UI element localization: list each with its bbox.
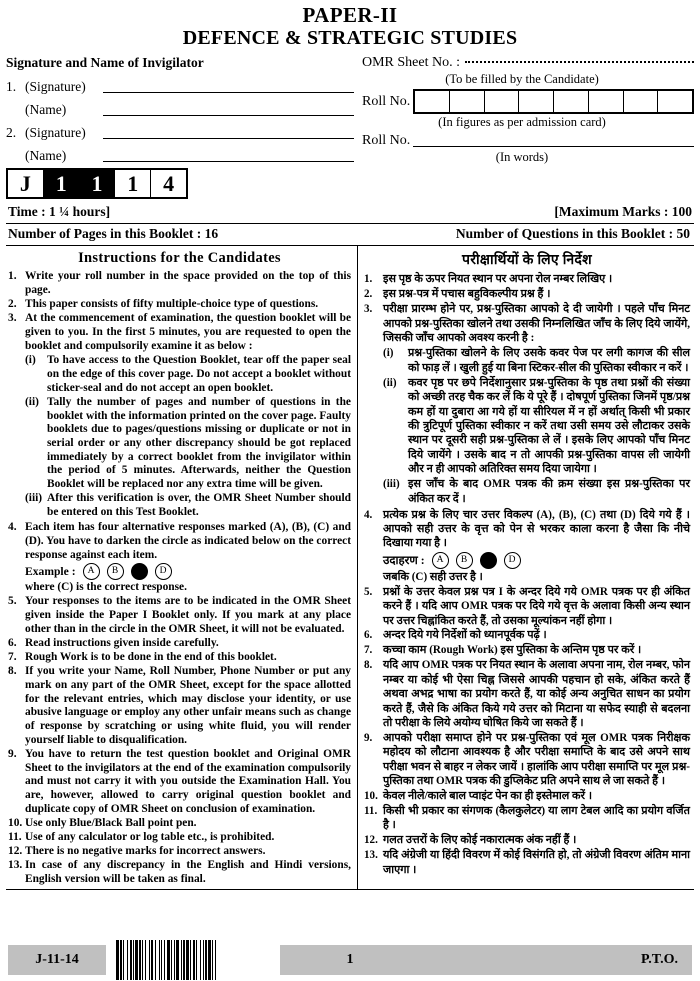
instruction-item	[8, 651, 351, 665]
roll-number-cell-1[interactable]	[450, 91, 485, 112]
invigilator-2-number: 2.	[6, 125, 17, 141]
instruction-subitem	[383, 477, 690, 506]
invigilator-2-signature-row	[6, 118, 358, 141]
booklet-code-cell-3: 1	[115, 170, 151, 197]
instruction-text: प्रत्येक प्रश्न के लिए चार उत्तर विकल्प (A), (B), (C) तथा (D) दिये गये हैं । आपको सही उत्तर के वृत्त को पेन से भरकर काला करना है जैसा कि नीचे दिखाया गया है । उदाहरण : A B D जबकि (C) सही उत्तर है ।	[383, 508, 690, 583]
instructions-english-list	[8, 270, 351, 887]
instruction-number: 10.	[8, 816, 23, 829]
instruction-item	[8, 521, 351, 595]
instruction-item	[8, 270, 351, 297]
instruction-text: This paper consists of fifty multiple-choice type of questions.	[25, 298, 319, 311]
instruction-text: यदि अंग्रेजी या हिंदी विवरण में कोई विसंगति हो, तो अंग्रेजी विवरण अंतिम माना जाएगा ।	[383, 849, 690, 876]
instruction-text: कच्चा काम (Rough Work) इस पुस्तिका के अन्तिम पृष्ठ पर करें ।	[383, 644, 642, 657]
instruction-text: If you write your Name, Roll Number, Phone Number or put any mark on any part of the OMR Sheet, except for the space allotted for the relevant entries, which may disclose your identity, or use abusive language or employ any other unfair means such as change of response by scratching or using white fluid, you will render yourself liable to disqualification.	[25, 665, 351, 746]
instruction-text: केवल नीले/काले बाल प्वाइंट पेन का ही इस्तेमाल करें ।	[383, 790, 593, 803]
instruction-number: 5.	[8, 595, 17, 608]
maximum-marks: [Maximum Marks : 100	[554, 204, 692, 220]
instruction-item	[364, 643, 690, 657]
booklet-code-cell-0: J	[8, 170, 44, 197]
answer-bubble-c[interactable]	[131, 563, 148, 580]
invigilator-1-signature-row	[6, 72, 358, 95]
instruction-text: आपको परीक्षा समाप्त होने पर प्रश्न-पुस्तिका एवं मूल OMR पत्रक निरीक्षक महोदय को लौटाना आवश्यक है और परीक्षा समाप्ति के बाद उसे अपने साथ परीक्षा भवन से बाहर न लेकर जायें । हालांकि आप परीक्षा समाप्ति पर मूल प्रश्न-पुस्तिका तथा OMR पत्रक की डुप्लिकेट प्रति अपने साथ ले जा सकते हैं ।	[383, 731, 690, 788]
instruction-number: 2.	[364, 288, 373, 301]
instruction-number: 9.	[364, 731, 373, 744]
instruction-subitem-text: प्रश्न-पुस्तिका खोलने के लिए उसके कवर पेज पर लगी कागज की सील को फाड़ लें । खुली हुई या बिना स्टिकर-सील की पुस्तिका स्वीकार न करें ।	[408, 347, 690, 374]
instruction-subitem	[25, 492, 351, 519]
roll-number-cell-3[interactable]	[519, 91, 554, 112]
answer-bubble-b[interactable]: B	[107, 563, 124, 580]
instructions-english-heading: Instructions for the Candidates	[78, 250, 281, 267]
instruction-text: परीक्षा प्रारम्भ होने पर, प्रश्न-पुस्तिका आपको दे दी जायेगी । पहले पाँच मिनट आपको प्रश्न-पुस्तिका खोलने तथा उसकी निम्नलिखित जाँच के लिए दिये जायेंगे, जिसकी जाँच आपको अवश्य करनी है : (i) प्रश्न-पुस्तिका खोलने के लिए उसके कवर पेज पर लगी कागज की सील को फाड़ लें । खुली हुई या बिना स्टिकर-सील की पुस्तिका स्वीकार न करें । (ii) कवर पृष्ठ पर छपे निर्देशानुसार प्रश्न-पुस्तिका के पृष्ठ तथा प्रश्नों की संख्या को अच्छी तरह चैक कर लें कि ये पूरे हैं । दोषपूर्ण पुस्तिका जिनमें पृष्ठ/प्रश्न कम हों या दुबारा आ गये हों या सीरियल में न हों अर्थात् किसी भी प्रकार की त्रुटिपूर्ण पुस्तिका स्वीकार न करें तथा उसी समय उसे लौटाकर उसके स्थान पर दूसरी सही प्रश्न-पुस्तिका ले लें । इसके लिए आपको पाँच मिनट दिये जायेंगे । उसके बाद न तो आपकी प्रश्न-पुस्तिका वापस ली जायेगी और न ही आपको अतिरिक्त समय दिया जायेगा । (iii) इस जाँच के बाद OMR पत्रक की क्रम संख्या इस प्रश्न-पुस्तिका पर अंकित कर दें ।	[383, 303, 690, 505]
roll-figures-note: (In figures as per admission card)	[438, 115, 606, 130]
instruction-subitem-text: इस जाँच के बाद OMR पत्रक की क्रम संख्या इस प्रश्न-पुस्तिका पर अंकित कर दें ।	[408, 478, 690, 505]
instruction-number: 2.	[8, 298, 17, 311]
instruction-item	[8, 817, 351, 831]
invigilator-1-number: 1.	[6, 79, 17, 95]
instruction-number: 9.	[8, 747, 17, 760]
instruction-number: 4.	[364, 508, 373, 521]
number-of-questions: Number of Questions in this Booklet : 50	[455, 226, 690, 242]
instruction-item	[364, 833, 690, 847]
booklet-code-box	[6, 168, 188, 199]
answer-bubble-a[interactable]: A	[83, 563, 100, 580]
roll-number-label: Roll No.	[362, 93, 411, 109]
instruction-text: Write your roll number in the space provided on the top of this page.	[25, 270, 351, 296]
booklet-code-cell-1: 1	[44, 170, 80, 197]
invigilator-2-signature-label: (Signature)	[25, 125, 86, 141]
instruction-text: गलत उत्तरों के लिए कोई नकारात्मक अंक नहीं हैं ।	[383, 834, 577, 847]
instruction-subitem-number: (ii)	[383, 376, 397, 389]
booklet-code-cell-4: 4	[163, 170, 175, 196]
roll-words-input[interactable]	[413, 132, 694, 147]
instruction-text: किसी भी प्रकार का संगणक (कैलकुलेटर) या लाग टेबल आदि का प्रयोग वर्जित है ।	[383, 805, 690, 832]
instruction-subitem	[383, 376, 690, 477]
instruction-subitem	[25, 354, 351, 395]
answer-example-row	[383, 552, 690, 569]
footer-right-band	[280, 945, 692, 975]
instruction-item	[364, 508, 690, 585]
answer-bubble-c[interactable]	[480, 552, 497, 569]
answer-bubble-a[interactable]: A	[432, 552, 449, 569]
instruction-text: At the commencement of examination, the question booklet will be given to you. In the first 5 minutes, you are requested to open the booklet and compulsorily examine it as below : (i) To have access to the Question Booklet, tear off the paper seal on the edge of this cover page. Do not accept a booklet without sticker-seal and do not accept an open booklet. (ii) Tally the number of pages and number of questions in the booklet with the information printed on the cover page. Faulty booklets due to pages/questions missing or duplicate or not in serial order or any other discrepancy should be got replaced immediately by a correct booklet from the invigilator within the period of 5 minutes. Afterwards, neither the Question Booklet will be replaced nor any extra time will be given. (iii) After this verification is over, the OMR Sheet Number should be entered on this Test Booklet.	[25, 312, 351, 518]
roll-number-grid[interactable]	[413, 89, 694, 114]
instructions-hindi-column	[358, 246, 694, 889]
instruction-text: इस पृष्ठ के ऊपर नियत स्थान पर अपना रोल नम्बर लिखिए ।	[383, 273, 613, 286]
instruction-number: 13.	[8, 859, 23, 872]
roll-number-cell-6[interactable]	[624, 91, 659, 112]
instruction-number: 11.	[364, 805, 378, 818]
answer-bubble-d[interactable]: D	[504, 552, 521, 569]
exam-meta-bar	[6, 204, 694, 220]
roll-number-row	[362, 89, 694, 114]
instruction-number: 3.	[8, 312, 17, 325]
invigilator-1-name-label: (Name)	[25, 102, 67, 118]
instruction-item	[364, 658, 690, 730]
instruction-number: 8.	[364, 659, 373, 672]
instruction-subitem	[25, 396, 351, 492]
roll-number-cell-5[interactable]	[589, 91, 624, 112]
instruction-number: 7.	[8, 651, 17, 664]
instruction-item	[364, 585, 690, 628]
instruction-number: 11.	[8, 831, 22, 844]
answer-example-label: Example :	[25, 564, 76, 578]
subject-title: DEFENCE & STRATEGIC STUDIES	[182, 26, 518, 49]
instruction-item	[8, 595, 351, 636]
answer-example-note: where (C) is the correct response.	[25, 581, 187, 594]
instruction-number: 12.	[8, 845, 23, 858]
page-title-block	[6, 4, 694, 49]
instructions-hindi-heading: परीक्षार्थियों के लिए निर्देश	[462, 253, 592, 269]
instruction-item	[364, 804, 690, 833]
instruction-item	[364, 848, 690, 877]
roll-words-row	[362, 132, 694, 149]
instruction-item	[8, 845, 351, 859]
paper-title: PAPER-II	[302, 3, 398, 27]
instruction-item	[364, 628, 690, 642]
instruction-item	[364, 731, 690, 789]
invigilator-2-name-label: (Name)	[25, 148, 67, 164]
instruction-number: 3.	[364, 303, 373, 316]
instruction-subitem-list	[25, 354, 351, 519]
instruction-subitem-text: After this verification is over, the OMR Sheet Number should be entered on this Test Booklet.	[47, 492, 351, 518]
page-footer	[0, 939, 700, 981]
omr-sheet-input[interactable]	[465, 60, 694, 63]
instruction-subitem-text: To have access to the Question Booklet, tear off the paper seal on the edge of this cover page. Do not accept a booklet without sticker-seal and do not accept an open booklet.	[47, 354, 351, 394]
instruction-subitem-list	[383, 346, 690, 506]
roll-number-cell-2[interactable]	[485, 91, 520, 112]
roll-words-note: (In words)	[495, 150, 549, 165]
instruction-subitem-number: (ii)	[25, 395, 39, 408]
instruction-item	[8, 859, 351, 886]
instruction-text: प्रश्नों के उत्तर केवल प्रश्न पत्र I के अन्दर दिये गये OMR पत्रक पर ही अंकित करने हैं । यदि आप OMR पत्रक पर दिये गये वृत्त के अलावा किसी अन्य स्थान पर उत्तर चिह्नांकित करते हैं, तो उसका मूल्यांकन नहीं होगा ।	[383, 585, 690, 627]
invigilator-1-name-row	[6, 95, 358, 118]
booklet-code-cell-2: 1	[80, 170, 116, 197]
instruction-text: Use only Blue/Black Ball point pen.	[25, 816, 197, 829]
invigilator-heading: Signature and Name of Invigilator	[6, 55, 204, 71]
instruction-number: 7.	[364, 644, 373, 657]
instruction-text: यदि आप OMR पत्रक पर नियत स्थान के अलावा अपना नाम, रोल नम्बर, फोन नम्बर या कोई भी ऐसा चिह्न जिससे आपकी पहचान हो सके, अंकित करते हैं अथवा अभद्र भाषा का प्रयोग करते हैं, या कोई अन्य अनुचित साधन का प्रयोग करते हैं, जैसे कि अंकित किये गये उत्तर को मिटाना या सफेद स्याही से बदलना तो परीक्षा के लिये अयोग्य घोषित किये जा सकते हैं ।	[383, 659, 690, 729]
instruction-item	[8, 665, 351, 747]
number-of-pages: Number of Pages in this Booklet : 16	[8, 226, 219, 242]
barcode	[116, 940, 270, 980]
booklet-code-footer: J-11-14	[8, 945, 106, 975]
invigilator-1-signature-field[interactable]	[103, 79, 354, 93]
barcode-bar	[216, 940, 219, 980]
instruction-text: Use of any calculator or log table etc., is prohibited.	[25, 831, 275, 844]
instruction-number: 4.	[8, 521, 17, 534]
instruction-text: Read instructions given inside carefully.	[25, 636, 219, 649]
instruction-number: 13.	[364, 849, 378, 862]
answer-example-label: उदाहरण :	[383, 553, 425, 567]
instruction-text: इस प्रश्न-पत्र में पचास बहुविकल्पीय प्रश्न हैं ।	[383, 288, 551, 301]
page-number: 1	[346, 952, 354, 967]
instruction-subitem-text: कवर पृष्ठ पर छपे निर्देशानुसार प्रश्न-पुस्तिका के पृष्ठ तथा प्रश्नों की संख्या को अच्छी तरह चैक कर लें कि ये पूरे हैं । दोषपूर्ण पुस्तिका जिनमें पृष्ठ/प्रश्न कम हों या दुबारा आ गये हों या सीरियल में न हों अर्थात् किसी भी प्रकार की त्रुटिपूर्ण पुस्तिका स्वीकार न करें तथा उसी समय उसे लौटाकर उसके स्थान पर दूसरी सही प्रश्न-पुस्तिका ले लें । इसके लिए आपको पाँच मिनट दिये जायेंगे । उसके बाद न तो आपकी प्रश्न-पुस्तिका वापस ली जायेगी और न ही आपको अतिरिक्त समय दिया जायेगा ।	[408, 376, 690, 476]
instruction-subitem-text: Tally the number of pages and number of questions in the booklet with the information printed on the cover page. Faulty booklets due to pages/questions missing or duplicate or not in serial order or any other discrepancy should be got replaced immediately by a correct booklet from the invigilator within the period of 5 minutes. Afterwards, neither the Question Booklet will be replaced nor any extra time will be given.	[47, 395, 351, 491]
instruction-text: There is no negative marks for incorrect answers.	[25, 845, 266, 858]
booklet-counts-row	[6, 224, 694, 245]
instruction-item	[8, 298, 351, 312]
roll-number-cell-0[interactable]	[415, 91, 450, 112]
instruction-number: 6.	[364, 629, 373, 642]
instruction-item	[364, 302, 690, 507]
instruction-subitem-number: (iii)	[383, 478, 400, 491]
invigilator-1-name-field[interactable]	[103, 102, 354, 116]
instruction-item	[364, 789, 690, 803]
pto-label: P.T.O.	[641, 952, 678, 967]
instruction-subitem-number: (i)	[383, 347, 394, 360]
instruction-item	[364, 272, 690, 286]
candidate-block	[358, 55, 694, 199]
invigilator-2-signature-field[interactable]	[103, 125, 354, 139]
instruction-number: 5.	[364, 585, 373, 598]
instruction-item	[8, 637, 351, 651]
answer-example-note: जबकि (C) सही उत्तर है ।	[383, 570, 483, 583]
identity-section	[6, 55, 694, 199]
instruction-number: 6.	[8, 636, 17, 649]
instructions-hindi-list	[364, 272, 690, 877]
omr-sheet-row	[362, 55, 694, 71]
roll-number-cell-7[interactable]	[658, 91, 692, 112]
omr-sheet-label: OMR Sheet No. :	[362, 55, 460, 71]
instruction-text: You have to return the test question booklet and Original OMR Sheet to the invigilators at the end of the examination compulsorily and must not carry it with you outside the Examination Hall. You are, however, allowed to carry original question booklet and duplicate copy of OMR Sheet on conclusion of examination.	[25, 747, 351, 815]
answer-bubble-d[interactable]: D	[155, 563, 172, 580]
roll-number-cell-4[interactable]	[554, 91, 589, 112]
time-allowed: Time : 1 ¼ hours]	[8, 204, 111, 220]
instructions-english-column	[6, 246, 358, 889]
instruction-number: 12.	[364, 834, 378, 847]
invigilator-block	[6, 55, 358, 199]
instruction-subitem-number: (iii)	[25, 492, 43, 505]
instruction-text: अन्दर दिये गये निर्देशों को ध्यानपूर्वक पढ़ें ।	[383, 629, 547, 642]
instruction-subitem-number: (i)	[25, 354, 36, 367]
instruction-item	[8, 748, 351, 816]
invigilator-2-name-field[interactable]	[103, 148, 354, 162]
invigilator-1-signature-label: (Signature)	[25, 79, 86, 95]
roll-words-label: Roll No.	[362, 133, 411, 149]
answer-bubble-b[interactable]: B	[456, 552, 473, 569]
instruction-number: 8.	[8, 665, 17, 678]
instruction-text: Each item has four alternative responses marked (A), (B), (C) and (D). You have to darken the circle as indicated below on the correct response against each item. Example : A B D where (C) is the correct response.	[25, 521, 351, 594]
answer-example-row	[25, 563, 351, 580]
instruction-text: Your responses to the items are to be indicated in the OMR Sheet given inside the Paper I Booklet only. If you mark at any place other than in the circle in the OMR Sheet, it will not be evaluated.	[25, 595, 351, 635]
instruction-text: In case of any discrepancy in the English and Hindi versions, English version will be taken as final.	[25, 859, 351, 886]
instruction-subitem	[383, 346, 690, 375]
omr-sheet-note: (To be filled by the Candidate)	[445, 72, 599, 87]
instructions-section	[6, 245, 694, 890]
instruction-item	[364, 287, 690, 301]
instruction-number: 10.	[364, 790, 378, 803]
instruction-number: 1.	[8, 270, 17, 283]
instruction-text: Rough Work is to be done in the end of this booklet.	[25, 651, 277, 664]
instruction-number: 1.	[364, 273, 373, 286]
instruction-item	[8, 831, 351, 845]
instruction-item	[8, 312, 351, 520]
invigilator-2-name-row	[6, 141, 358, 164]
